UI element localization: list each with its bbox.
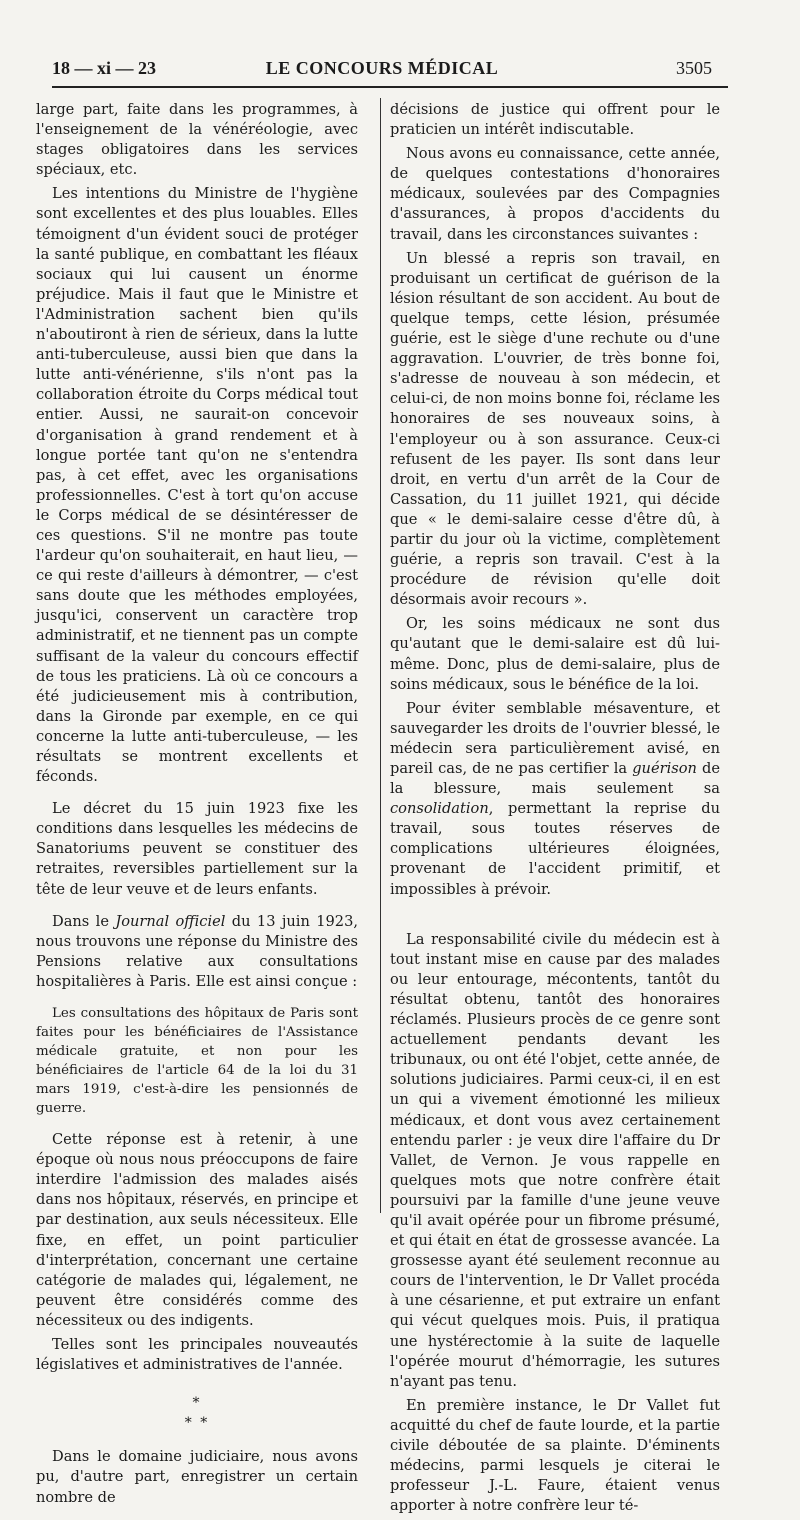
paragraph: Nous avons eu connaissance, cette année, de quelques contestations d'honoraires médicaux, soulevées par des Compagnies d'assurances, à propos d'accidents du travail, dans les circonstances suivantes :: [390, 145, 720, 243]
paragraph: Dans le Journal officiel du 13 juin 1923, nous trouvons une réponse du Ministre des Pensions relative aux consultations hospitalières à Paris. Elle est ainsi conçue :: [36, 912, 359, 990]
page-number: 3505: [676, 58, 712, 78]
paragraph: Les intentions du Ministre de l'hygiène sont excellentes et des plus louables. Elles témoignent d'un évident souci de protéger la santé publique, en combattant les fléaux sociaux qui lui causent un énorme préjudice. Mais il faut que le Ministre et l'Administration sachent bien qu'ils n'aboutiront à rien de sérieux, dans la lutte anti-tuberculeuse, aussi bien que dans la lutte anti-vénérienne, s'ils n'ont pas la collaboration étroite du Corps médical tout entier. Aussi, ne saurait-on concevoir d'organisation à grand rendement et à longue portée tant qu'on ne s'entendra pas, à cet effet, avec les organisations professionnelles. C'est à tort qu'on accuse le Corps médical de se désintéresser de ces questions. S'il ne montre pas toute l'ardeur qu'on souhaiterait, en haut lieu, — ce qui reste d'ailleurs à démontrer, — c'est sans doute que les méthodes employées, jusqu'ici, conservent un caractère trop administratif, et ne tiennent pas un compte suffisant de la valeur du concours effectif de tous les praticiens. Là où ce concours a été judicieusement mis à contribution, dans la Gironde par exemple, en ce qui concerne la lutte anti-tuberculeuse, — les résultats se montrent excellents et féconds.: [36, 185, 358, 786]
column-divider: [380, 98, 381, 1213]
quoted-reply: Les consultations des hôpitaux de Paris sont faites pour les bénéficiaires de l'Assistance médicale gratuite, et non pour les bénéficiaires de l'article 64 de la loi du 31 mars 1919, c'est-à-dire les pensionnés de guerre.: [36, 1006, 358, 1117]
journal-officiel-title: Journal officiel: [115, 912, 226, 930]
paragraph: Un blessé a repris son travail, en produisant un certificat de guérison de la lésion résultant de son accident. Au bout de quelque temps, cette lésion, présumée guérie, est le siège d'une rechute ou d'une aggravation. L'ouvrier, de très bonne foi, s'adresse de nouveau à son médecin, et celui-ci, de non moins bonne foi, réclame les honoraires de ses nouveaux soins, à l'employeur ou à son assurance. Ceux-ci refusent de les payer. Ils sont dans leur droit, en vertu d'un arrêt de la Cour de Cassation, du 11 juillet 1921, qui décide que « le demi-salaire cesse d'être dû, à partir du jour où la victime, complètement guérie, a repris son travail. C'est à la procédure de révision qu'elle doit désormais avoir recours ».: [390, 249, 720, 609]
paragraph: Cette réponse est à retenir, à une époque où nous nous préoccupons de faire interdire l'admission des malades aisés dans nos hôpitaux, réservés, en principe et par destination, aux seuls nécessiteux. Elle fixe, en effet, un point particulier d'interprétation, concernant une certaine catégorie de malades qui, légalement, ne peuvent être considérés comme des nécessiteux ou des indigents.: [36, 1131, 358, 1329]
paragraph: La responsabilité civile du médecin est à tout instant mise en cause par des malades ou leur entourage, mécontents, tantôt du résultat obtenu, tantôt des honoraires réclamés. Plusieurs procès de ce genre sont actuellement pendants devant les tribunaux, ou ont été l'objet, cette année, de solutions judiciaires. Parmi ceux-ci, il en est un qui a vivement émotionné les milieux médicaux, et dont vous avez certainement entendu parler : je veux dire l'affaire du Dr Vallet, de Vernon. Je vous rappelle en quelques mots que notre confrère était poursuivi par la famille d'une jeune veuve qu'il avait opérée pour un fibrome présumé, et qui était en état de grossesse avancée. La grossesse ayant été seulement reconnue au cours de l'intervention, le Dr Vallet procéda à une césarienne, et put extraire un enfant qui vécut quelques mois. Puis, il pratiqua une hystérectomie à la suite de laquelle l'opérée mourut d'hémorragie, les sutures n'ayant pas tenu.: [390, 930, 720, 1390]
paragraph: En première instance, le Dr Vallet fut acquitté du chef de faute lourde, et la partie civile déboutée de sa plainte. D'éminents médecins, parmi lesquels je citerai le professeur J.-L. Faure, étaient venus apporter à notre confrère leur té-: [390, 1396, 720, 1515]
section-separator: * * *: [184, 1395, 210, 1432]
right-column: [390, 100, 720, 1520]
emphasis-consolidation: consolidation: [390, 800, 489, 818]
paragraph: Dans le domaine judiciaire, nous avons pu, d'autre part, enregistrer un certain nombre de: [36, 1448, 358, 1506]
paragraph: Telles sont les principales nouveautés législatives et administratives de l'année.: [36, 1335, 358, 1374]
page-header: [52, 58, 712, 84]
paragraph: décisions de justice qui offrent pour le praticien un intérêt indiscutable.: [390, 101, 720, 139]
emphasis-guerison: guérison: [632, 760, 697, 777]
journal-title: LE CONCOURS MÉDICAL: [265, 58, 499, 78]
paragraph: Or, les soins médicaux ne sont dus qu'autant que le demi-salaire est dû lui-même. Donc, plus de demi-salaire, plus de soins médicaux, sous le bénéfice de la loi.: [390, 615, 720, 693]
left-column: [36, 100, 358, 1512]
issue-date: 18 — xi — 23: [52, 58, 157, 78]
paragraph: large part, faite dans les programmes, à l'enseignement de la vénéréologie, avec stages obligatoires dans les services spéciaux, etc.: [36, 101, 358, 179]
paragraph: Pour éviter semblable mésaventure, et sauvegarder les droits de l'ouvrier blessé, le médecin sera particulièrement avisé, en pareil cas, de ne pas certifier la guérison de la blessure, mais seulement sa consolidation, permettant la reprise du travail, sous toutes réserves de complications ultérieures éloignées, provenant de l'accident primitif, et impossibles à prévoir.: [390, 699, 720, 898]
header-rule: [52, 86, 728, 88]
paragraph: Le décret du 15 juin 1923 fixe les conditions dans lesquelles les médecins de Sanatoriums peuvent se constituer des retraites, reversibles partiellement sur la tête de leur veuve et de leurs enfants.: [36, 800, 358, 898]
